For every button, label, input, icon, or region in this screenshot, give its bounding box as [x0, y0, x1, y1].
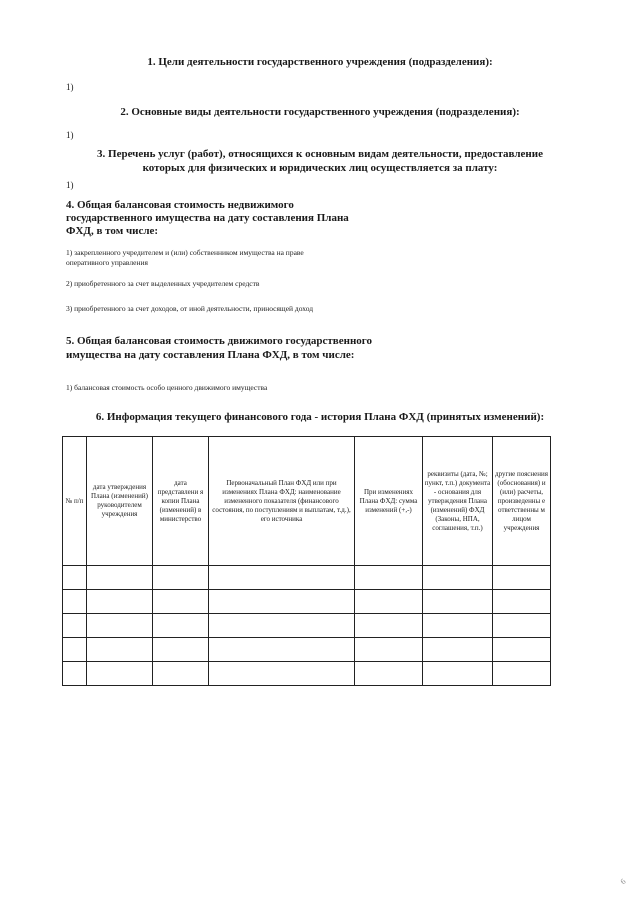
table-cell [87, 638, 153, 662]
section5-item: 1) балансовая стоимость особо ценного движимого имущества [66, 383, 268, 392]
table-cell [423, 614, 493, 638]
table-row [63, 590, 551, 614]
table-cell [423, 590, 493, 614]
column-approval-date: дата утверждения Плана (изменений) руководителем учреждения [87, 437, 153, 566]
column-change-amount: При изменениях Плана ФХД: сумма изменений (+,-) [355, 437, 423, 566]
section1-title: 1. Цели деятельности государственного учреждения (подразделения): [147, 56, 493, 68]
section4-title-line1: 4. Общая балансовая стоимость недвижимого [66, 199, 294, 211]
table-cell [423, 566, 493, 590]
section3-title-line1: 3. Перечень услуг (работ), относящихся к основным видам деятельности, предоставление [97, 148, 543, 160]
table-cell [209, 638, 355, 662]
table-cell [493, 566, 551, 590]
column-submission-date: дата представлени я копии Плана (изменений) в министерство [153, 437, 209, 566]
table-cell [153, 638, 209, 662]
table-cell [153, 614, 209, 638]
history-table-header [63, 437, 551, 566]
column-other-notes: другие пояснения (обоснования) и (или) расчеты, произведенны е ответственны м лицом учреждения [493, 437, 551, 566]
table-cell [87, 566, 153, 590]
table-row [63, 662, 551, 686]
section5-title-line1: 5. Общая балансовая стоимость движимого государственного [66, 335, 373, 347]
section5-title-line2: имущества на дату составления Плана ФХД, в том числе: [66, 349, 355, 361]
section2-title: 2. Основные виды деятельности государственного учреждения (подразделения): [120, 106, 520, 118]
section4-title-line2: государственного имущества на дату составления Плана [66, 212, 349, 224]
table-cell [63, 662, 87, 686]
section6-title: 6. Информация текущего финансового года - история Плана ФХД (принятых изменений): [95, 411, 545, 423]
table-cell [423, 638, 493, 662]
table-cell [493, 614, 551, 638]
table-cell [153, 566, 209, 590]
section4-item-1-line2: оперативного управления [66, 258, 148, 267]
table-cell [153, 590, 209, 614]
table-cell [87, 590, 153, 614]
table-cell [87, 662, 153, 686]
section4-item-1-line1: 1) закрепленного учредителем и (или) собственником имущества на праве [66, 248, 304, 257]
section4-item-2: 2) приобретенного за счет выделенных учредителем средств [66, 279, 260, 288]
table-cell [423, 662, 493, 686]
section3-item: 1) [66, 180, 74, 190]
table-cell [209, 662, 355, 686]
table-cell [63, 566, 87, 590]
table-cell [209, 566, 355, 590]
table-row [63, 638, 551, 662]
table-cell [355, 590, 423, 614]
table-cell [493, 662, 551, 686]
table-cell [209, 614, 355, 638]
table-cell [355, 566, 423, 590]
section1-item: 1) [66, 82, 74, 92]
table-cell [493, 590, 551, 614]
table-row [63, 566, 551, 590]
section4-title-line3: ФХД, в том числе: [66, 225, 159, 237]
page-number-mark: 6 [618, 876, 628, 887]
table-cell [63, 590, 87, 614]
table-cell [355, 662, 423, 686]
table-cell [355, 614, 423, 638]
table-cell [87, 614, 153, 638]
table-cell [63, 614, 87, 638]
history-table [62, 436, 551, 686]
column-number: № п/п [63, 437, 87, 566]
table-row [63, 614, 551, 638]
column-document-details: реквизиты (дата, №; пункт, т.п.) документа - основания для утверждения Плана (изменений) ФХД (Законы, НПА, соглашения, т.п.) [423, 437, 493, 566]
section3-title-line2: которых для физических и юридических лиц осуществляется за плату: [142, 162, 498, 174]
table-cell [63, 638, 87, 662]
table-cell [209, 590, 355, 614]
section4-item-3: 3) приобретенного за счет доходов, от иной деятельности, приносящей доход [66, 304, 314, 313]
section2-item: 1) [66, 130, 74, 140]
table-cell [153, 662, 209, 686]
table-cell [493, 638, 551, 662]
column-indicator: Первоначальный План ФХД или при изменениях Плана ФХД: наименование измененного показателя (финансового состояния, по поступлениям и выплатам, т.д.), его источника [209, 437, 355, 566]
table-cell [355, 638, 423, 662]
